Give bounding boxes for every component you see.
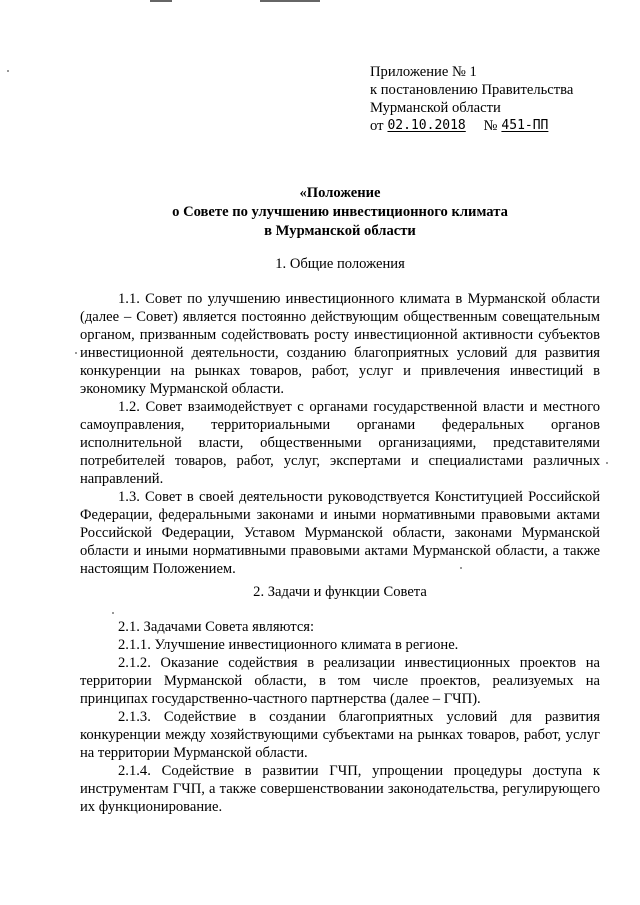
number-prefix: № [483,118,498,134]
paragraph-2-1-4: 2.1.4. Содействие в развитии ГЧП, упрощении процедуры доступа к инструментам ГЧП, а также совершенствовании законодательства, регулирующего их функционирование. [80,763,600,815]
date-prefix: от [370,118,384,134]
paragraph-2-1-3: 2.1.3. Содействие в создании благоприятных условий для развития конкуренции между хозяйствующими субъектами на рынках товаров, работ, услуг на территории Мурманской области. [80,709,600,761]
paragraph-1-3: 1.3. Совет в своей деятельности руководствуется Конституцией Российской Федерации, федеральными законами и иными нормативными правовыми актами Российской Федерации, Уставом Мурманской области, законами Мурманской области и иными нормативными правовыми актами Мурманской области, а также настоящим Положением. [80,489,600,577]
appendix-header [370,63,620,135]
paragraph-2-1: 2.1. Задачами Совета являются: [118,619,315,635]
scan-artifact-marks [150,0,350,4]
title-line-2: о Совете по улучшению инвестиционного климата [172,204,508,220]
section-2-body [80,618,600,816]
paragraph-2-1-2: 2.1.2. Оказание содействия в реализации инвестиционных проектов на территории Мурманской области, в том числе проектов, реализуемых на принципах государственно-частного партнерства (далее – ГЧП). [80,655,600,707]
document-title [60,184,620,241]
scan-speck [606,462,608,464]
scan-speck [75,352,77,354]
scan-speck [112,612,114,614]
appendix-title: Приложение № 1 [370,64,477,80]
paragraph-1-2: 1.2. Совет взаимодействует с органами государственной власти и местного самоуправления, территориальными органами федеральных органов исполнительной власти, общественными организациями, представителями потребителей товаров, работ, услуг, экспертами и специалистами различных направлений. [80,399,600,487]
section-1-heading: 1. Общие положения [275,256,405,272]
section-2-heading: 2. Задачи и функции Совета [253,584,427,600]
appendix-resolution-ref: к постановлению Правительства [370,82,574,98]
paragraph-1-1: 1.1. Совет по улучшению инвестиционного климата в Мурманской области (далее – Совет) является постоянно действующим общественным совещательным органом, призванным содействовать росту инвестиционной активности субъектов инвестиционной деятельности, созданию благоприятных условий для развития конкуренции на рынках товаров, работ, услуг и привлечения инвестиций в экономику Мурманской области. [80,291,600,397]
number-value: 451-ПП [501,118,549,133]
appendix-region: Мурманской области [370,100,501,116]
paragraph-2-1-1: 2.1.1. Улучшение инвестиционного климата в регионе. [118,637,459,653]
appendix-date-line [370,117,620,135]
date-value: 02.10.2018 [387,118,466,133]
title-line-1: «Положение [299,185,381,201]
scan-speck [460,567,462,569]
scan-speck [7,70,9,72]
title-line-3: в Мурманской области [264,223,416,239]
section-1-body [80,290,600,578]
